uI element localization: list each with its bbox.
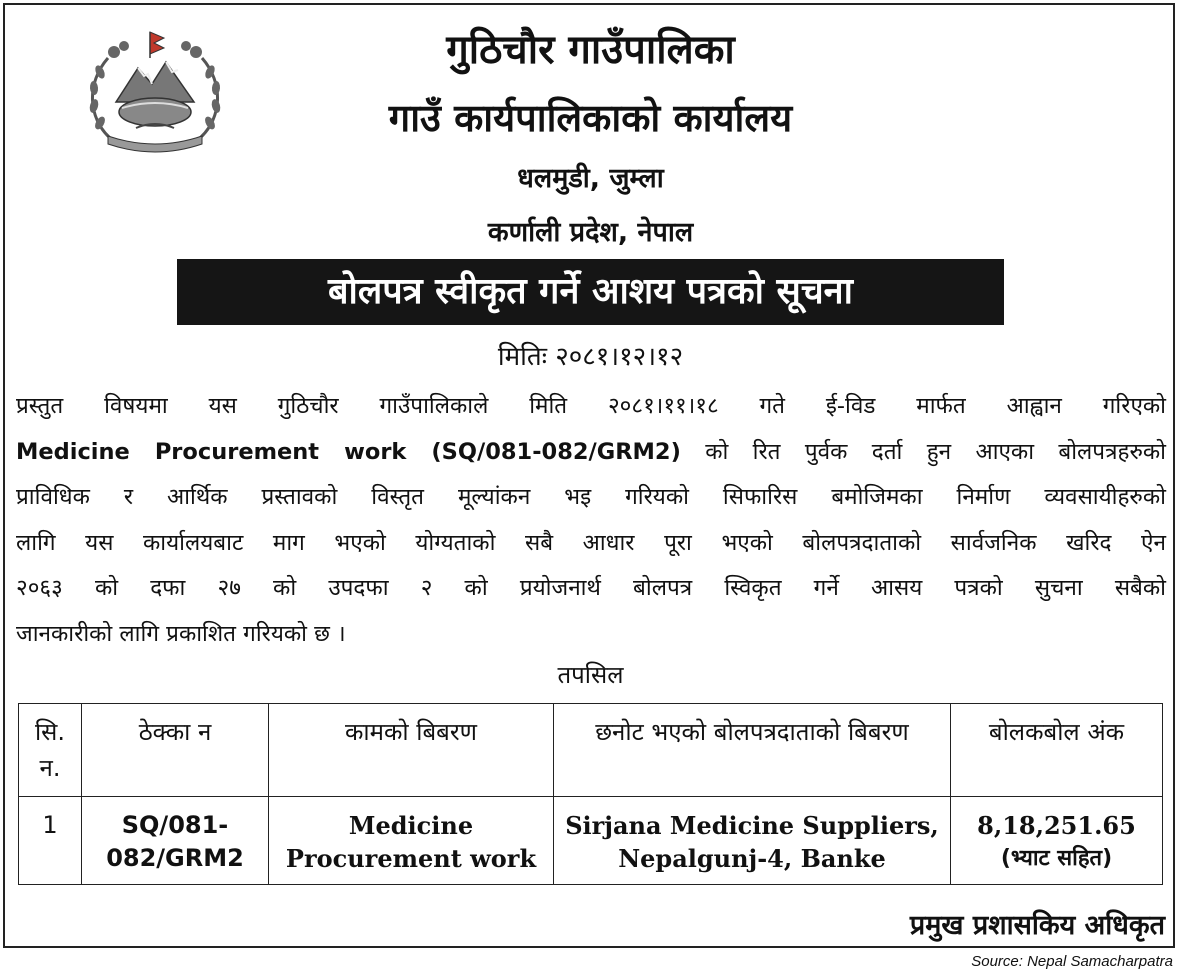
- col-sn-header: सि. न.: [19, 704, 82, 797]
- row-amount: [951, 797, 1163, 885]
- row-contract-no: SQ/081-082/GRM2: [82, 797, 269, 885]
- body-line: लागि यस कार्यालयबाट माग भएको योग्यताको सबै आधार पूरा भएको बोलपत्रदाताको सार्वजनिक खरिद ऐन: [16, 529, 1166, 556]
- col-contract-header: ठेक्का न: [82, 704, 269, 797]
- notice-title: बोलपत्र स्वीकृत गर्ने आशय पत्रको सूचना: [177, 259, 1004, 325]
- source-credit: Source: Nepal Samacharpatra: [971, 953, 1173, 970]
- body-line: २०६३ को दफा २७ को उपदफा २ को प्रयोजनार्थ बोलपत्र स्विकृत गर्ने आसय पत्रको सुचना सबैको: [16, 575, 1166, 602]
- schedule-caption: तपसिल: [557, 661, 624, 689]
- row-work: Medicine Procurement work: [269, 797, 554, 885]
- amount-note: (भ्याट सहित): [1000, 846, 1113, 871]
- table-header-row: [19, 704, 1163, 797]
- municipality-name: गुठिचौर गाउँपालिका: [446, 27, 735, 73]
- award-table: [18, 703, 1163, 885]
- col-amount-header: बोलकबोल अंक: [951, 704, 1163, 797]
- col-work-header: कामको बिबरण: [269, 704, 554, 797]
- office-name: गाउँ कार्यपालिकाको कार्यालय: [388, 96, 793, 140]
- body-line: प्राविधिक र आर्थिक प्रस्तावको विस्तृत मूल्यांकन भइ गरियको सिफारिस बमोजिमका निर्माण व्यवसायीहरुको: [16, 484, 1166, 511]
- row-sn: 1: [19, 797, 82, 885]
- body-line: Medicine Procurement work (SQ/081-082/GRM2) को रित पुर्वक दर्ता हुन आएका बोलपत्रहरुको: [16, 438, 1167, 465]
- work-reference: Medicine Procurement work (SQ/081-082/GRM2): [16, 438, 681, 465]
- col-bidder-header: छनोट भएको बोलपत्रदाताको बिबरण: [554, 704, 951, 797]
- office-province: कर्णाली प्रदेश, नेपाल: [487, 217, 694, 248]
- row-bidder: Sirjana Medicine Suppliers, Nepalgunj-4, Banke: [554, 797, 951, 885]
- office-address: धलमुडी, जुम्ला: [517, 163, 664, 194]
- notice-body: [16, 384, 1166, 658]
- table-row: [19, 797, 1163, 885]
- amount-value: 8,18,251.65: [977, 811, 1136, 840]
- body-line: जानकारीको लागि प्रकाशित गरियको छ ।: [16, 620, 346, 647]
- notice-date: मितिः २०८१।१२।१२: [497, 342, 684, 372]
- body-line: प्रस्तुत विषयमा यस गुठिचौर गाउँपालिकाले मिति २०८१।११।१८ गते ई-विड मार्फत आह्वान गरिएको: [16, 393, 1166, 419]
- signatory: प्रमुख प्रशासकिय अधिकृत: [909, 910, 1165, 941]
